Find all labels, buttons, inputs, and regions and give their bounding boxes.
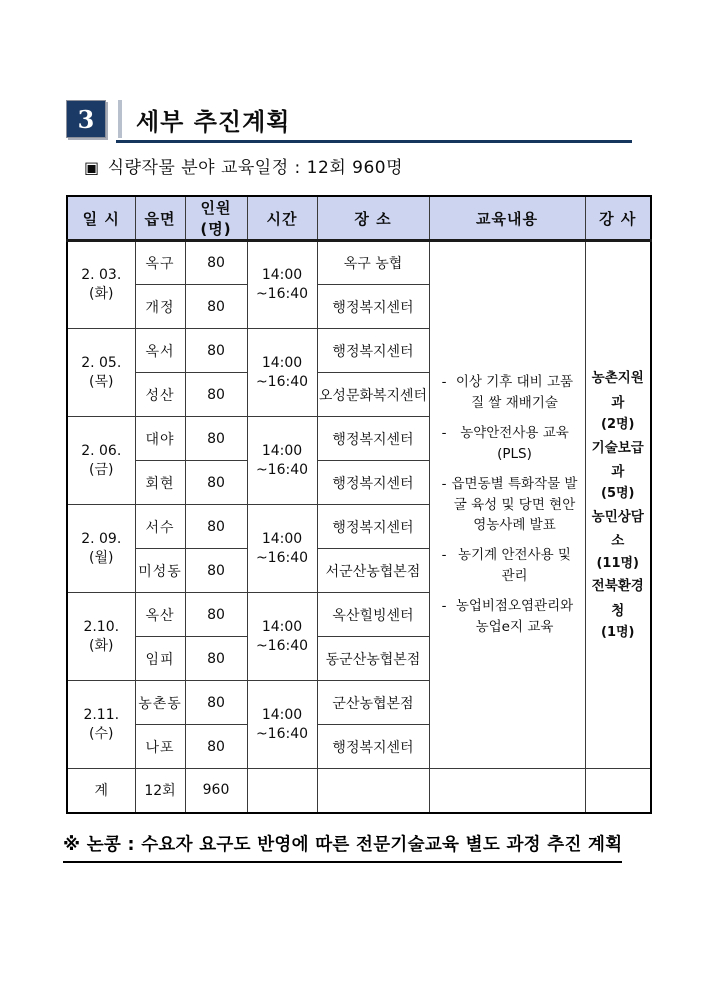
time-end: ~16:40: [255, 373, 309, 390]
time-end: ~16:40: [255, 725, 309, 742]
square-bullet-icon: ▣: [84, 158, 100, 177]
place-cell: 옥구 농협: [317, 241, 429, 285]
count-cell: 80: [185, 329, 247, 373]
count-cell: 80: [185, 285, 247, 329]
subtitle-line: [84, 153, 403, 178]
dash-marker: -: [441, 475, 447, 492]
time-start: 14:00: [261, 706, 303, 723]
total-sessions: 12회: [135, 769, 185, 813]
town-cell: 옥서: [135, 329, 185, 373]
place-cell: 행정복지센터: [317, 329, 429, 373]
date-text: 2. 03.: [81, 267, 122, 284]
instructor-count: (2명): [601, 416, 635, 432]
time-cell: [247, 505, 317, 593]
town-cell: 임피: [135, 637, 185, 681]
count-cell: 80: [185, 725, 247, 769]
count-cell: 80: [185, 373, 247, 417]
day-text: (금): [89, 461, 114, 478]
time-cell: [247, 681, 317, 769]
instructor-count: (5명): [601, 486, 635, 502]
day-text: (화): [89, 637, 114, 654]
count-cell: 80: [185, 417, 247, 461]
content-text: 읍면동별 특화작물 발굴 육성 및 당면 현안 영농사례 발표: [451, 475, 578, 534]
day-text: (화): [89, 286, 114, 302]
town-cell: 개정: [135, 285, 185, 329]
count-cell: 80: [185, 461, 247, 505]
time-start: 14:00: [261, 530, 303, 547]
header-row: [67, 196, 651, 241]
town-cell: 성산: [135, 373, 185, 417]
date-cell: [67, 417, 135, 505]
time-end: ~16:40: [255, 549, 309, 566]
time-cell: [247, 329, 317, 417]
content-text: 농업비점오염관리와 농업e지 교육: [455, 598, 574, 636]
section-header: [66, 100, 632, 148]
total-label: 계: [67, 769, 135, 813]
date-cell: [67, 241, 135, 329]
col-header-content: 교육내용: [429, 196, 585, 241]
instructor-name: 농촌지원과: [591, 370, 644, 411]
date-cell: [67, 505, 135, 593]
title-divider: [118, 100, 122, 138]
time-cell: [247, 241, 317, 329]
place-cell: 서군산농협본점: [317, 549, 429, 593]
town-cell: 서수: [135, 505, 185, 549]
col-header-place: 장 소: [317, 196, 429, 241]
time-end: ~16:40: [255, 461, 309, 478]
dash-marker: -: [441, 547, 447, 564]
col-header-instructor: 강 사: [585, 196, 651, 241]
town-cell: 미성동: [135, 549, 185, 593]
content-item: [438, 372, 579, 414]
date-cell: [67, 681, 135, 769]
dash-marker: -: [441, 598, 447, 615]
time-end: ~16:40: [255, 637, 309, 654]
place-cell: 행정복지센터: [317, 725, 429, 769]
empty-cell: [429, 769, 585, 813]
place-cell: 행정복지센터: [317, 461, 429, 505]
col-header-time: 시간: [247, 196, 317, 241]
town-cell: 나포: [135, 725, 185, 769]
instructor-name: 전북환경청: [591, 578, 644, 619]
subtitle-text: 식량작물 분야 교육일정 : 12회 960명: [107, 158, 404, 178]
count-cell: 80: [185, 549, 247, 593]
town-cell: 옥산: [135, 593, 185, 637]
count-cell: 80: [185, 505, 247, 549]
time-cell: [247, 417, 317, 505]
date-text: 2.11.: [83, 706, 120, 723]
place-cell: 행정복지센터: [317, 285, 429, 329]
date-text: 2. 05.: [81, 354, 122, 371]
time-start: 14:00: [261, 618, 303, 635]
time-cell: [247, 593, 317, 681]
content-text: 농약안전사용 교육(PLS): [460, 424, 569, 462]
col-header-date: 일 시: [67, 196, 135, 241]
time-end: ~16:40: [255, 286, 309, 302]
dash-marker: -: [441, 424, 447, 441]
instructor-name: 농민상담소: [591, 509, 644, 550]
table-row: [67, 241, 651, 285]
date-text: 2. 09.: [81, 530, 122, 547]
date-cell: [67, 593, 135, 681]
content-item: [438, 596, 579, 638]
count-cell: 80: [185, 637, 247, 681]
instructor-count: (1명): [601, 624, 635, 640]
total-row: [67, 769, 651, 813]
date-cell: [67, 329, 135, 417]
instructor-name: 기술보급과: [591, 439, 644, 480]
content-item: [438, 474, 579, 537]
count-cell: 80: [185, 241, 247, 285]
town-cell: 대야: [135, 417, 185, 461]
place-cell: 옥산힐빙센터: [317, 593, 429, 637]
count-cell: 80: [185, 681, 247, 725]
place-cell: 오성문화복지센터: [317, 373, 429, 417]
day-text: (목): [89, 373, 114, 390]
instructor-count: (11명): [596, 555, 640, 571]
content-item: [438, 423, 579, 465]
date-text: 2. 06.: [81, 442, 122, 459]
date-text: 2.10.: [83, 618, 120, 635]
place-cell: 동군산농협본점: [317, 637, 429, 681]
empty-cell: [317, 769, 429, 813]
instructor-cell: [585, 241, 651, 769]
town-cell: 회현: [135, 461, 185, 505]
section-number-box: [66, 100, 106, 138]
footnote: ※ 논콩 : 수요자 요구도 반영에 따른 전문기술교육 별도 과정 추진 계획: [63, 831, 622, 863]
content-item: [438, 545, 579, 587]
title-underline: [116, 140, 632, 143]
empty-cell: [585, 769, 651, 813]
total-people: 960: [185, 769, 247, 813]
day-text: (월): [89, 549, 114, 566]
town-cell: 농촌동: [135, 681, 185, 725]
empty-cell: [247, 769, 317, 813]
education-content-cell: [429, 241, 585, 769]
place-cell: 행정복지센터: [317, 417, 429, 461]
content-text: 이상 기후 대비 고품질 쌀 재배기술: [455, 373, 574, 411]
place-cell: 군산농협본점: [317, 681, 429, 725]
col-header-count: 인원(명): [185, 196, 247, 241]
place-cell: 행정복지센터: [317, 505, 429, 549]
time-start: 14:00: [261, 442, 303, 459]
section-number: 3: [77, 104, 95, 134]
col-header-town: 읍면: [135, 196, 185, 241]
education-schedule-table: [66, 195, 652, 814]
count-cell: 80: [185, 593, 247, 637]
content-text: 농기계 안전사용 및 관리: [458, 547, 571, 585]
time-start: 14:00: [261, 354, 303, 371]
time-start: 14:00: [261, 267, 303, 284]
town-cell: 옥구: [135, 241, 185, 285]
day-text: (수): [89, 725, 114, 742]
dash-marker: -: [441, 373, 447, 390]
page-title: 세부 추진계획: [136, 108, 291, 136]
